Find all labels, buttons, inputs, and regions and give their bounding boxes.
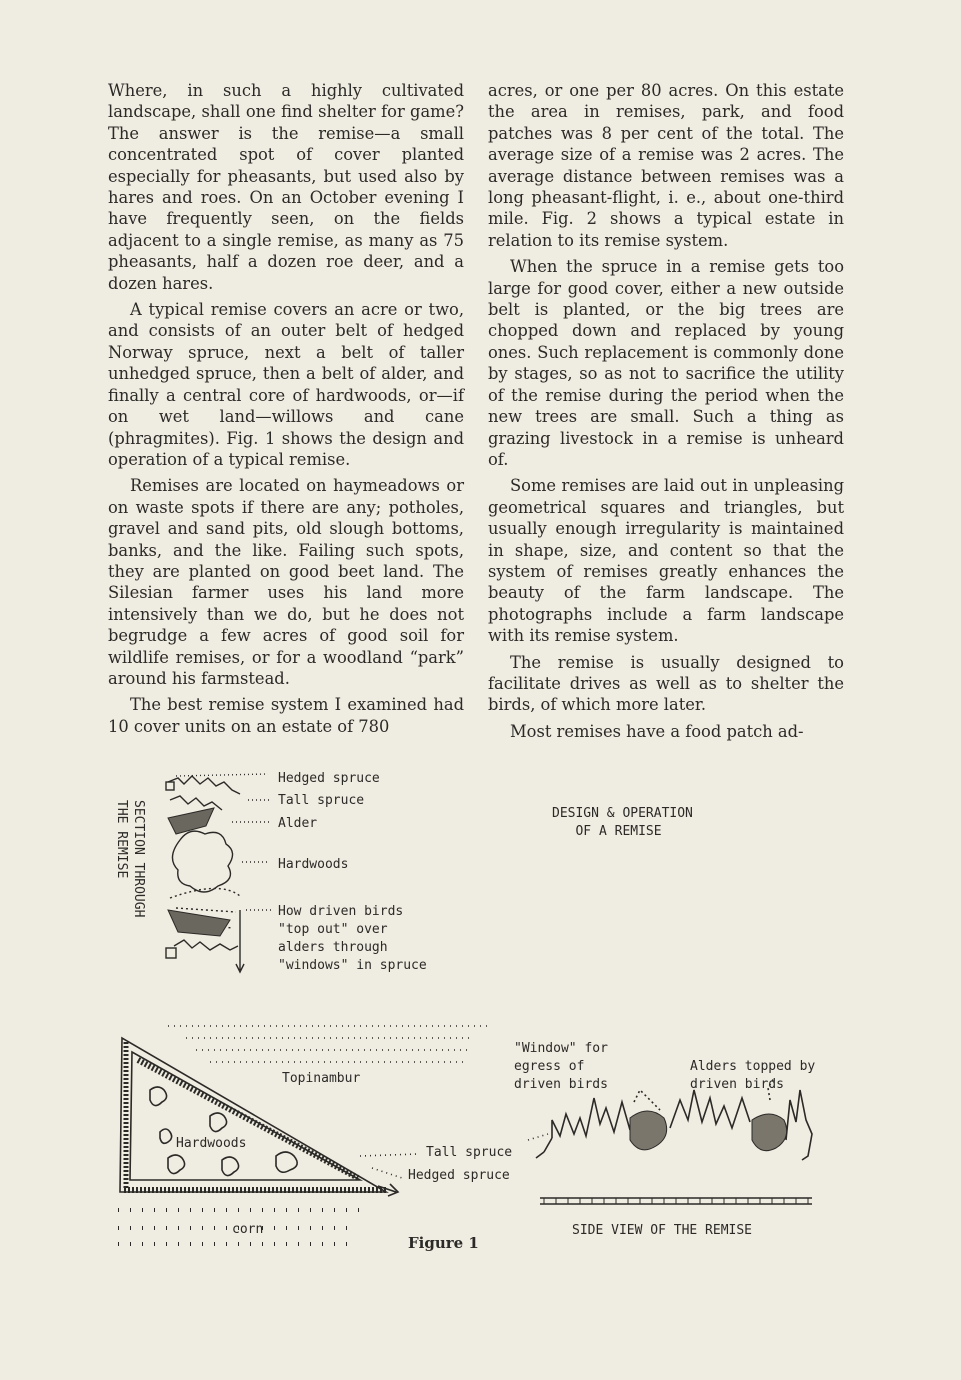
- design-operation-title: DESIGN & OPERATION OF A REMISE: [552, 806, 693, 839]
- paragraph: When the spruce in a remise gets too large for good cover, either a new outside belt is planted, or the big trees are chopped down and replaced by young ones. Such replacement is commonly done by stages, so as not to sacrifice the utility of the remise during the period when the new trees are small. Such a thing as grazing livestock in a remise is unheard of.: [488, 257, 844, 469]
- paragraph: Some remises are laid out in unpleasing geometrical squares and triangles, but usually enough irregularity is maintained in shape, size, and content so that the system of remises greatly enhances the beauty of the farm landscape. The photographs include a farm landscape with its remise system.: [488, 476, 844, 646]
- figure-1: [0, 760, 961, 1260]
- label-hedged-spruce-plan: Hedged spruce: [408, 1168, 510, 1183]
- label-driven-birds: How driven birds "top out" over alders through "windows" in spruce: [278, 904, 427, 973]
- section-through-remise-title: SECTION THROUGH THE REMISE: [114, 800, 146, 918]
- paragraph: The remise is usually designed to facilitate drives as well as to shelter the birds, of which more later.: [488, 652, 844, 715]
- paragraph: The best remise system I examined had 10 cover units on an estate of 780: [108, 695, 464, 736]
- label-corn: corn: [232, 1222, 264, 1237]
- label-alders-topped: Alders topped by driven birds: [690, 1059, 816, 1092]
- plan-view-drawing: [118, 1026, 490, 1244]
- section-through-remise-drawing: [166, 774, 274, 972]
- label-window: "Window" for egress of driven birds: [514, 1041, 608, 1092]
- label-tall-spruce: Tall spruce: [278, 793, 365, 808]
- paragraph: acres, or one per 80 acres. On this estate the area in remises, park, and food patches was 8 per cent of the total. The average size of a remise was 2 acres. The average distance between remises was a long pheasant-flight, i. e., about one-third mile. Fig. 2 shows a typical estate in relation to its remise system.: [488, 81, 844, 250]
- label-hardwoods-section: Hardwoods: [278, 857, 349, 872]
- side-view-drawing: [528, 1078, 812, 1204]
- paragraph: A typical remise covers an acre or two, and consists of an outer belt of hedged Norway spruce, next a belt of taller unhedged spruce, then a belt of alder, and finally a central core of hardwoods, or—if on wet land—willows and cane (phragmites). Fig. 1 shows the design and operation of a typical remise.: [108, 300, 464, 469]
- paragraph: Where, in such a highly cultivated landscape, shall one find shelter for game? The answer is the remise—a small concentrated spot of cover planted especially for pheasants, but used also by hares and roes. On an October evening I have frequently seen, on the fields adjacent to a single remise, as many as 75 pheasants, half a dozen roe deer, and a dozen hares.: [108, 81, 464, 293]
- paragraph: Remises are located on haymeadows or on waste spots if there are any; potholes, gravel and sand pits, old slough bottoms, banks, and the like. Failing such spots, they are planted on good beet land. The Silesian farmer uses his land more intensively than we do, but he does not begrudge a few acres of good soil for wildlife remises, or for a woodland “park” around his farmstead.: [108, 476, 464, 688]
- paragraph: Most remises have a food patch ad-: [510, 721, 804, 741]
- label-tall-spruce-plan: Tall spruce: [426, 1145, 513, 1160]
- figure-caption: Figure 1: [408, 1234, 479, 1252]
- right-text-column: [488, 80, 844, 747]
- label-alder: Alder: [278, 816, 318, 831]
- left-text-column: [108, 80, 464, 742]
- side-view-title: SIDE VIEW OF THE REMISE: [572, 1223, 753, 1238]
- label-hardwoods-plan: Hardwoods: [176, 1136, 247, 1151]
- label-hedged-spruce: Hedged spruce: [278, 771, 380, 786]
- label-topinambur: Topinambur: [282, 1071, 361, 1086]
